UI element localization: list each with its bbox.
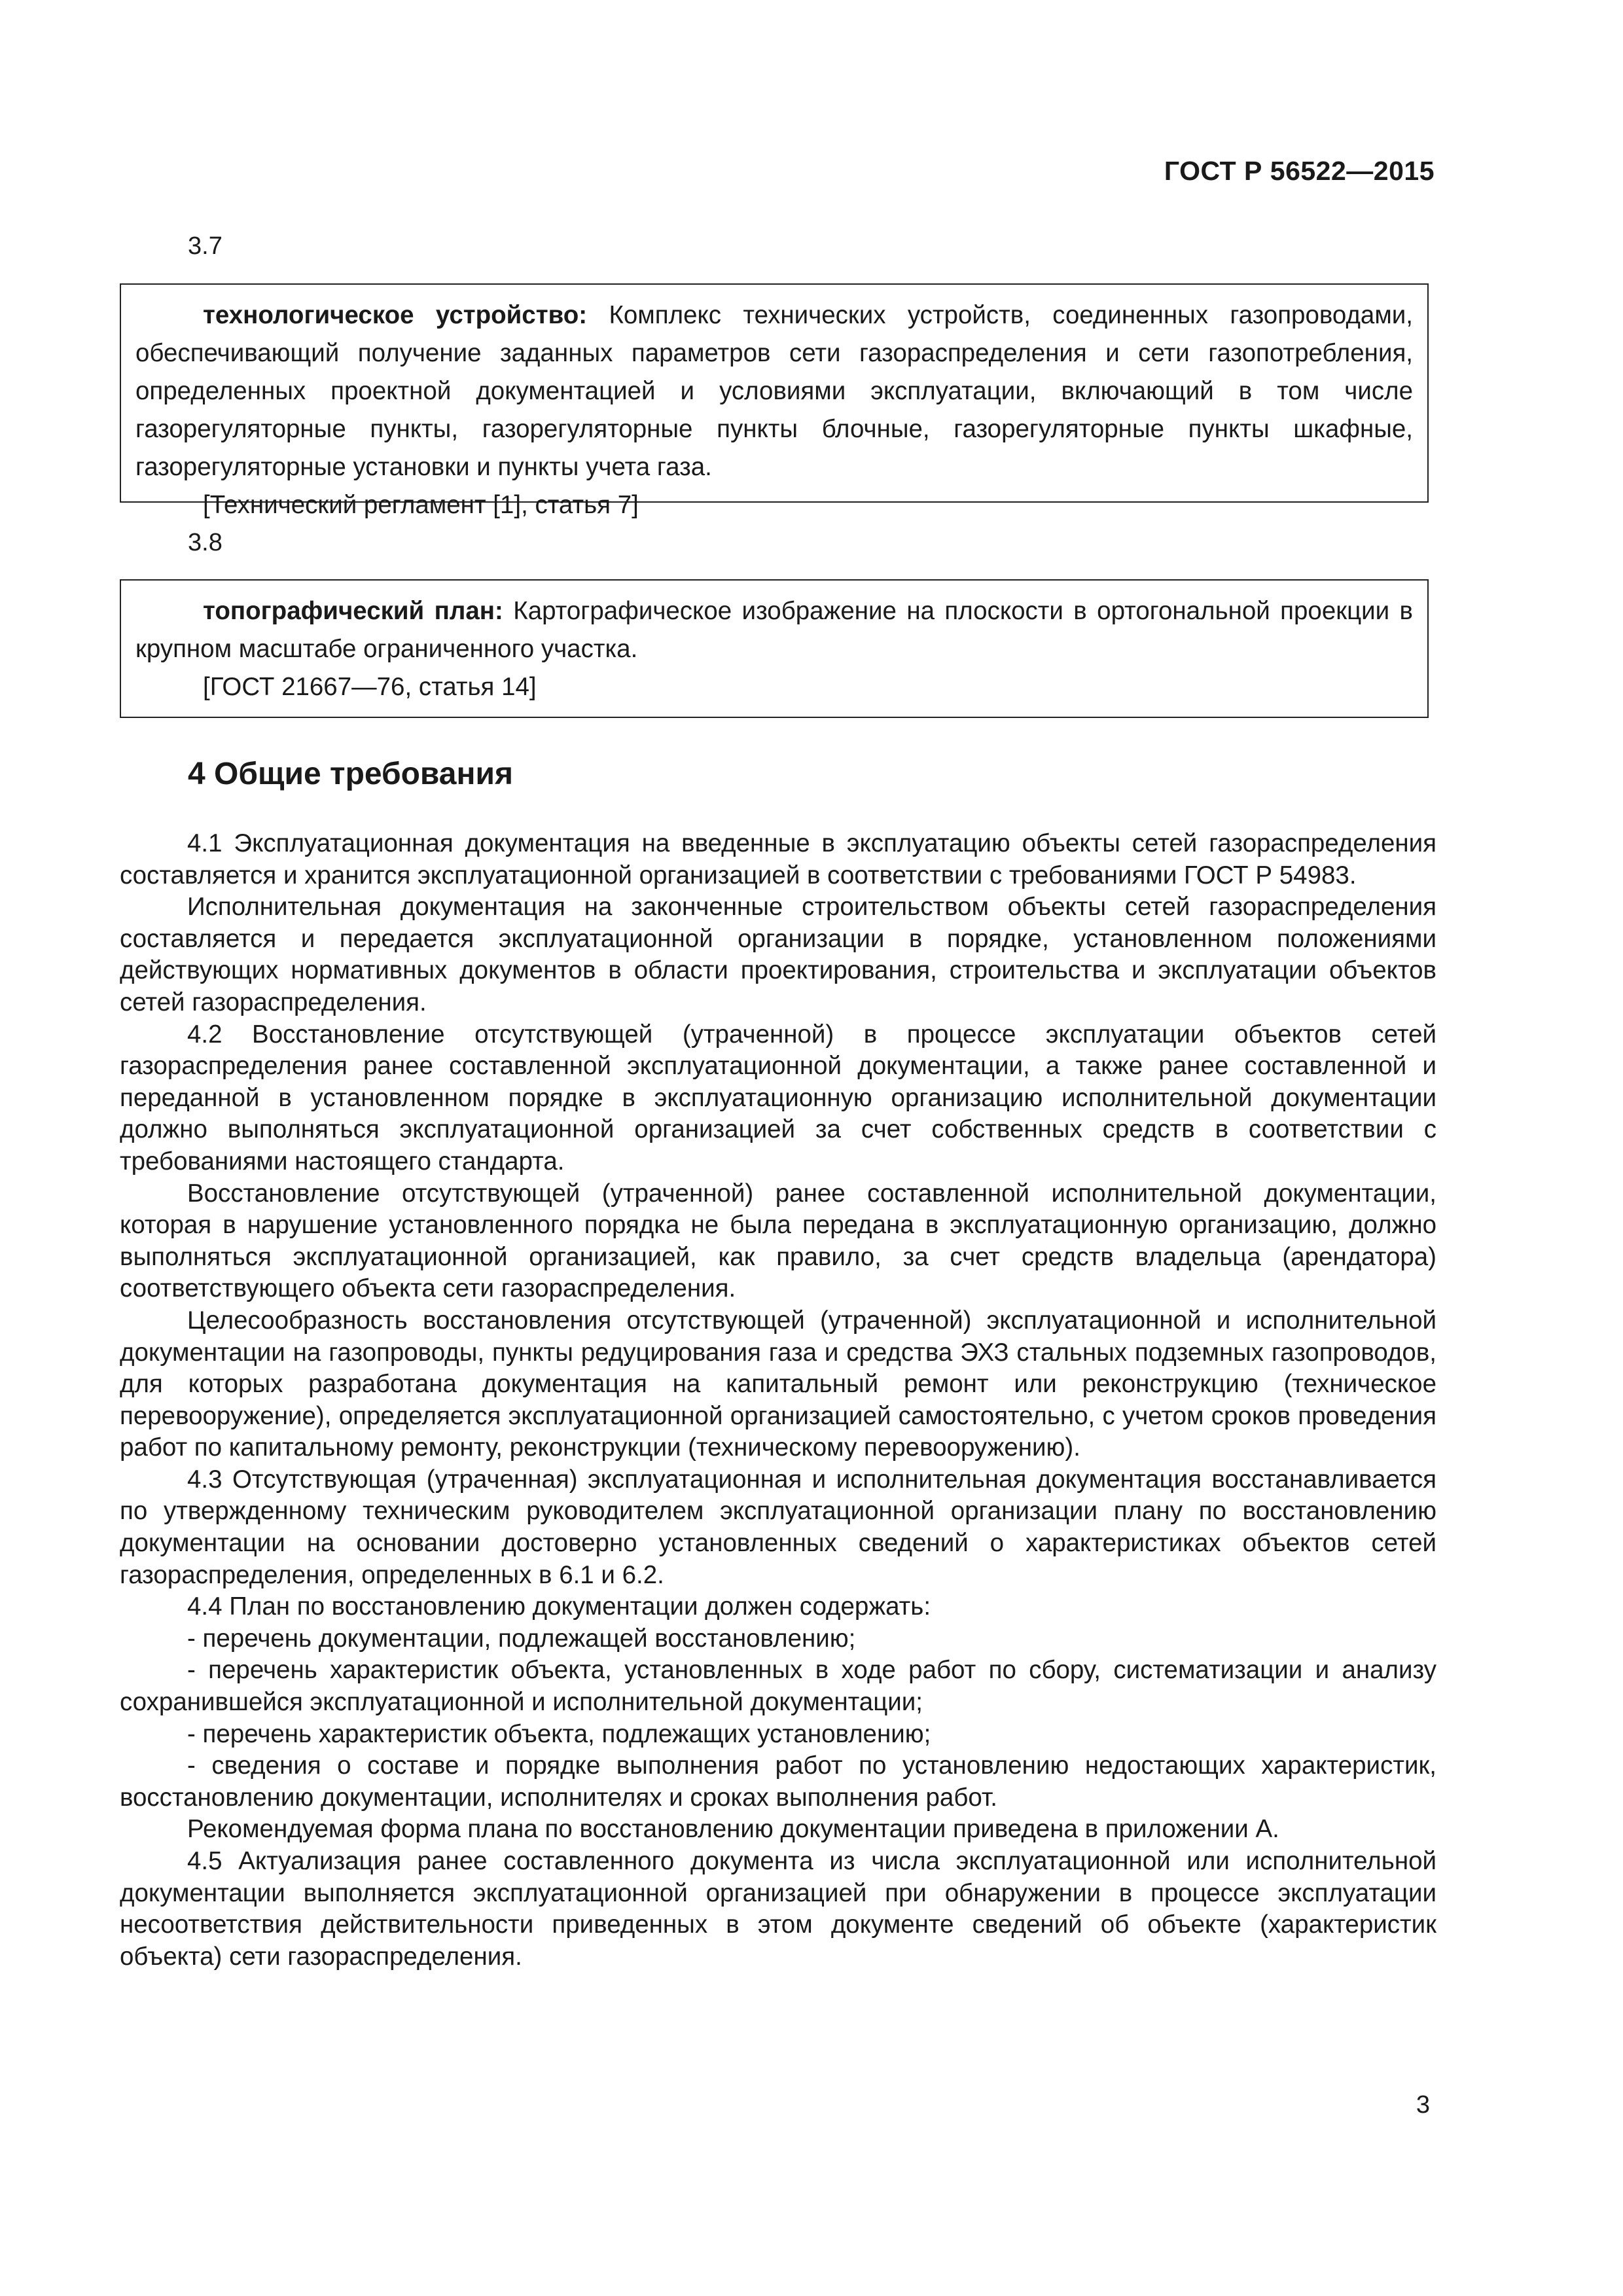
paragraph: 4.1 Эксплуатационная документация на введенные в эксплуатацию объекты сетей газораспределения составляется и хранится эксплуатационной организацией в соответствии с требованиями ГОСТ Р 54983. <box>120 829 1436 889</box>
term-source: [Технический регламент [1], статья 7] <box>203 491 639 519</box>
section-body <box>120 828 1436 1973</box>
term-definition <box>135 592 1413 668</box>
term-name: технологическое устройство: <box>203 301 588 329</box>
term-source: [ГОСТ 21667—76, статья 14] <box>203 673 537 701</box>
paragraph: Целесообразность восстановления отсутствующей (утраченной) эксплуатационной и исполнительной документации на газопроводы, пункты редуцирования газа и средства ЭХЗ стальных подземных газопроводов, для которых разработана документация на капитальный ремонт или реконструкцию (техническое перевооружение), определяется эксплуатационной организацией самостоятельно, с учетом сроков проведения работ по капитальному ремонту, реконструкции (техническому перевооружению). <box>120 1306 1436 1462</box>
term-definition-box <box>120 579 1429 718</box>
paragraph: 4.2 Восстановление отсутствующей (утраченной) в процессе эксплуатации объектов сетей газораспределения ранее составленной эксплуатационной документации, а также ранее составленной и переданной в установленном порядке в эксплуатационную организацию исполнительной документации должно выполняться эксплуатационной организацией за счет собственных средств в соответствии с требованиями настоящего стандарта. <box>120 1020 1436 1175</box>
term-definition-box <box>120 283 1429 519</box>
list-item: - перечень документации, подлежащей восстановлению; <box>187 1624 856 1653</box>
paragraph: 4.3 Отсутствующая (утраченная) эксплуатационная и исполнительная документация восстанавливается по утвержденному техническим руководителем эксплуатационной организации плану по восстановлению документации на основании достоверно установленных сведений о характеристиках объектов сетей газораспределения, определенных в 6.1 и 6.2. <box>120 1465 1436 1589</box>
list-item: - перечень характеристик объекта, подлежащих установлению; <box>187 1719 931 1748</box>
term-name: топографический план: <box>203 597 503 625</box>
paragraph: 4.4 План по восстановлению документации должен содержать: <box>187 1592 931 1621</box>
term-definition-text: Комплекс технических устройств, соединенных газопроводами, обеспечивающий получение заданных параметров сети газораспределения и сети газопотребления, определенных проектной документацией и условиями эксплуатации, включающий в том числе газорегуляторные пункты, газорегуляторные пункты блочные, газорегуляторные пункты шкафные, газорегуляторные установки и пункты учета газа. <box>135 301 1414 481</box>
paragraph: Рекомендуемая форма плана по восстановлению документации приведена в приложении А. <box>187 1815 1279 1844</box>
paragraph: 4.5 Актуализация ранее составленного документа из числа эксплуатационной или исполнительной документации выполняется эксплуатационной организацией при обнаружении в процессе эксплуатации несоответствия действительности приведенных в этом документе сведений об объекте (характеристик объекта) сети газораспределения. <box>120 1847 1436 1971</box>
document-code-header: ГОСТ Р 56522—2015 <box>1164 156 1435 186</box>
list-item: - сведения о составе и порядке выполнения работ по установлению недостающих характеристик, восстановлению документации, исполнителях и сроках выполнения работ. <box>120 1751 1436 1812</box>
list-item: - перечень характеристик объекта, установленных в ходе работ по сбору, систематизации и анализу сохранившейся эксплуатационной и исполнительной документации; <box>120 1656 1436 1717</box>
term-number: 3.7 <box>188 232 223 260</box>
term-number: 3.8 <box>188 529 223 556</box>
term-definition-text: Картографическое изображение на плоскости в ортогональной проекции в крупном масштабе ограниченного участка. <box>135 597 1414 663</box>
paragraph: Исполнительная документация на законченные строительством объекты сетей газораспределения составляется и передается эксплуатационной организации в порядке, установленном положениями действующих нормативных документов в области проектирования, строительства и эксплуатации объектов сетей газораспределения. <box>120 893 1436 1016</box>
page-number: 3 <box>1416 2091 1430 2119</box>
section-heading: 4 Общие требования <box>188 757 513 791</box>
paragraph: Восстановление отсутствующей (утраченной) ранее составленной исполнительной документации, которая в нарушение установленного порядка не была передана в эксплуатационную организацию, должно выполняться эксплуатационной организацией, как правило, за счет средств владельца (арендатора) соответствующего объекта сети газораспределения. <box>120 1179 1436 1303</box>
term-definition <box>135 296 1413 486</box>
